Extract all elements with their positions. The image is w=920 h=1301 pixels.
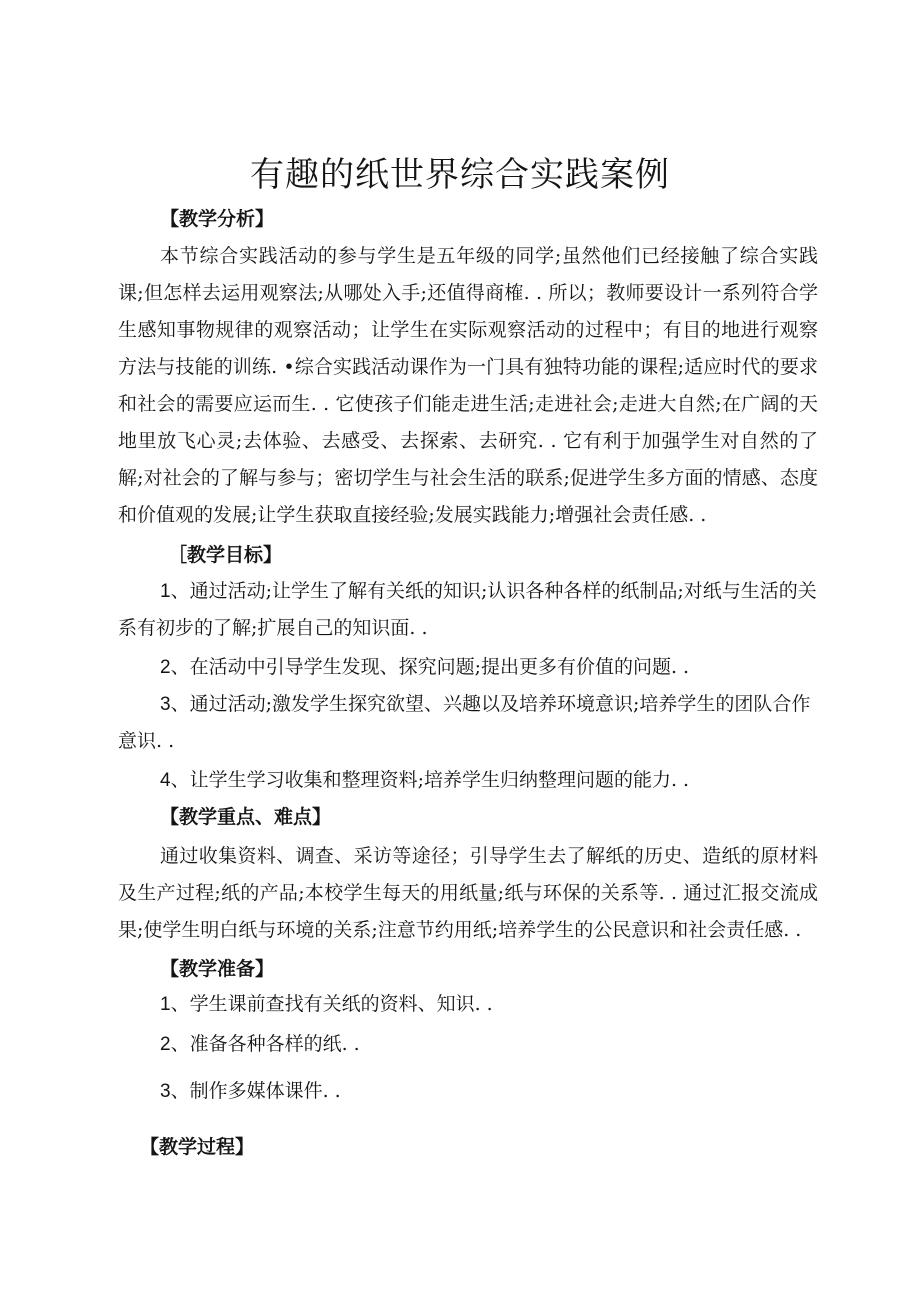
process-heading: 【教学过程】 <box>140 1136 255 1158</box>
preparation-heading: 【教学准备】 <box>160 958 275 980</box>
preparation-item: 3、制作多媒体课件. . <box>160 1080 341 1102</box>
objective-item: 4、让学生学习收集和整理资料;培养学生归纳整理问题的能力. . <box>160 769 690 791</box>
document-title: 有趣的纸世界综合实践案例 <box>250 155 670 195</box>
objective-item: 2、在活动中引导学生发现、探究问题;提出更多有价值的问题. . <box>160 656 690 678</box>
key-points-paragraph: 通过收集资料、调查、采访等途径；引导学生去了解纸的历史、造纸的原材料及生产过程;纸的产品;本校学生每天的用纸量;纸与环保的关系等. . 通过汇报交流成果;使学生明白纸与环境的关系;注意节约用纸;培养学生的公民意识和社会责任感. . <box>118 845 818 941</box>
objective-item: 3、通过活动;激发学生探究欲望、兴趣以及培养环境意识;培养学生的团队合作意识. . <box>118 693 811 752</box>
key-points-heading: 【教学重点、难点】 <box>160 806 332 828</box>
preparation-item: 1、学生课前查找有关纸的资料、知识. . <box>160 993 493 1015</box>
objective-item: 1、通过活动;让学生了解有关纸的知识;认识各种各样的纸制品;对纸与生活的关系有初步的了解;扩展自己的知识面. . <box>118 580 817 639</box>
analysis-heading: 【教学分析】 <box>160 208 275 230</box>
objectives-heading: ［教学目标】 <box>168 544 283 566</box>
preparation-item: 2、准备各种各样的纸. . <box>160 1033 360 1055</box>
analysis-paragraph: 本节综合实践活动的参与学生是五年级的同学;虽然他们已经接触了综合实践课;但怎样去运用观察法;从哪处入手;还值得商榷. . 所以；教师要设计一系列符合学生感知事物规律的观察活动；让学生在实际观察活动的过程中；有目的地进行观察方法与技能的训练. •综合实践活动课作为一门具有独特功能的课程;适应时代的要求和社会的需要应运而生. . 它使孩子们能走进生活;走进社会;走进大自然;在广阔的天地里放飞心灵;去体验、去感受、去探索、去研究. . 它有利于加强学生对自然的了解;对社会的了解与参与；密切学生与社会生活的联系;促进学生多方面的情感、态度和价值观的发展;让学生获取直接经验;发展实践能力;增强社会责任感. . <box>118 245 818 526</box>
